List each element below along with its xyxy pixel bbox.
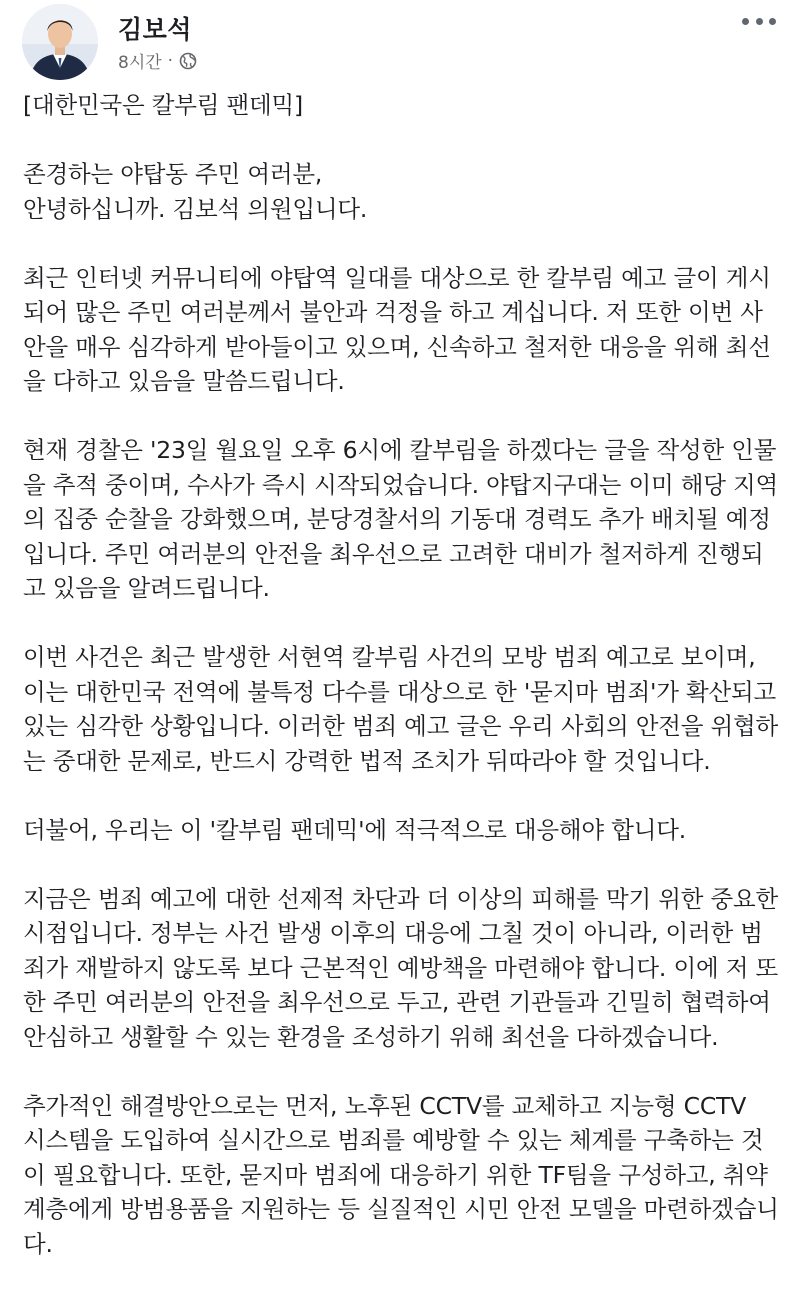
post-header bbox=[22, 4, 776, 82]
paragraph-line: 되어 많은 주민 여러분께서 불안과 걱정을 하고 계십니다. 저 또한 이번 사 bbox=[23, 298, 763, 326]
paragraph-line: 지금은 범죄 예고에 대한 선제적 차단과 더 이상의 피해를 막기 위한 중요한 bbox=[23, 884, 778, 913]
avatar-photo bbox=[22, 4, 98, 80]
paragraph-line: 안심하고 생활할 수 있는 환경을 조성하기 위해 최선을 다하겠습니다. bbox=[23, 1022, 719, 1051]
paragraph-line: 안녕하십니까. 김보석 의원입니다. bbox=[23, 194, 368, 223]
paragraph-line: 더불어, 우리는 이 '칼부림 팬데믹'에 적극적으로 대응해야 합니다. bbox=[23, 815, 686, 844]
author-name[interactable]: 김보석 bbox=[118, 15, 192, 44]
post-paragraph bbox=[23, 1089, 779, 1262]
more-dot bbox=[769, 18, 776, 25]
paragraph-line: 존경하는 야탑동 주민 여러분, bbox=[23, 160, 323, 188]
paragraph-line: 의 집중 순찰을 강화했으며, 분당경찰서의 기동대 경력도 추가 배치될 예정 bbox=[23, 505, 771, 533]
post-paragraph bbox=[23, 882, 778, 1055]
paragraph-line: 한 주민 여러분의 안전을 최우선으로 두고, 관련 기관들과 긴밀히 협력하여 bbox=[23, 988, 771, 1016]
paragraph-line: 이 필요합니다. 또한, 묻지마 범죄에 대응하기 위한 TF팀을 구성하고, 취약 bbox=[23, 1160, 768, 1189]
paragraph-line: 는 중대한 문제로, 반드시 강력한 법적 조치가 뒤따라야 할 것입니다. bbox=[23, 746, 711, 775]
paragraph-line: 이는 대한민국 전역에 불특정 다수를 대상으로 한 '묻지마 범죄'가 확산되고 bbox=[23, 677, 776, 706]
paragraph-line: 죄가 재발하지 않도록 보다 근본적인 예방책을 마련해야 합니다. 이에 저 또 bbox=[23, 953, 778, 982]
avatar[interactable] bbox=[22, 4, 98, 80]
meta-separator: · bbox=[167, 50, 174, 71]
post-paragraph bbox=[23, 261, 775, 399]
paragraph-line: 을 다하고 있음을 말씀드립니다. bbox=[23, 367, 345, 395]
more-dot bbox=[742, 18, 749, 25]
paragraph-line: 시스템을 도입하여 실시간으로 범죄를 예방할 수 있는 체계를 구축하는 것 bbox=[23, 1126, 764, 1154]
paragraph-line: 을 추적 중이며, 수사가 즉시 시작되었습니다. 야탑지구대는 이미 해당 지역 bbox=[23, 470, 778, 499]
post-paragraph bbox=[23, 640, 778, 778]
paragraph-line: 있는 심각한 상황입니다. 이러한 범죄 예고 글은 우리 사회의 안전을 위협하 bbox=[23, 712, 778, 740]
paragraph-line: 다. bbox=[23, 1229, 53, 1258]
post-title-text: [대한민국은 칼부림 팬데믹] bbox=[23, 91, 303, 119]
more-options-icon[interactable] bbox=[742, 10, 776, 32]
paragraph-line: 최근 인터넷 커뮤니티에 야탑역 일대를 대상으로 한 칼부림 예고 글이 게시 bbox=[23, 263, 771, 292]
paragraph-line: 안을 매우 심각하게 받아들이고 있으며, 신속하고 철저한 대응을 위해 최선 bbox=[23, 332, 771, 361]
post-paragraph bbox=[23, 157, 775, 226]
post-paragraph bbox=[23, 813, 775, 848]
post-paragraph bbox=[23, 433, 778, 606]
paragraph-line: 이번 사건은 최근 발생한 서현역 칼부림 사건의 모방 범죄 예고로 보이며, bbox=[23, 643, 756, 671]
post-meta bbox=[118, 48, 197, 73]
paragraph-line: 입니다. 주민 여러분의 안전을 최우선으로 고려한 대비가 철저하게 진행되 bbox=[23, 539, 764, 568]
more-dot bbox=[756, 18, 763, 25]
paragraph-line: 계층에게 방범용품을 지원하는 등 실질적인 시민 안전 모델을 마련하겠습니 bbox=[23, 1195, 779, 1223]
post-time[interactable]: 8시간 bbox=[118, 53, 162, 73]
paragraph-line: 고 있음을 알려드립니다. bbox=[23, 574, 270, 602]
paragraph-line: 추가적인 해결방안으로는 먼저, 노후된 CCTV를 교체하고 지능형 CCTV bbox=[23, 1091, 747, 1120]
post-body bbox=[23, 88, 779, 1296]
paragraph-line: 시점입니다. 정부는 사건 발생 이후의 대응에 그칠 것이 아니라, 이러한 범 bbox=[23, 919, 763, 947]
post-paragraphs bbox=[23, 157, 779, 1261]
globe-icon[interactable] bbox=[179, 52, 197, 70]
paragraph-line: 현재 경찰은 '23일 월요일 오후 6시에 칼부림을 하겠다는 글을 작성한 인물 bbox=[23, 436, 777, 464]
post-title bbox=[23, 88, 775, 123]
